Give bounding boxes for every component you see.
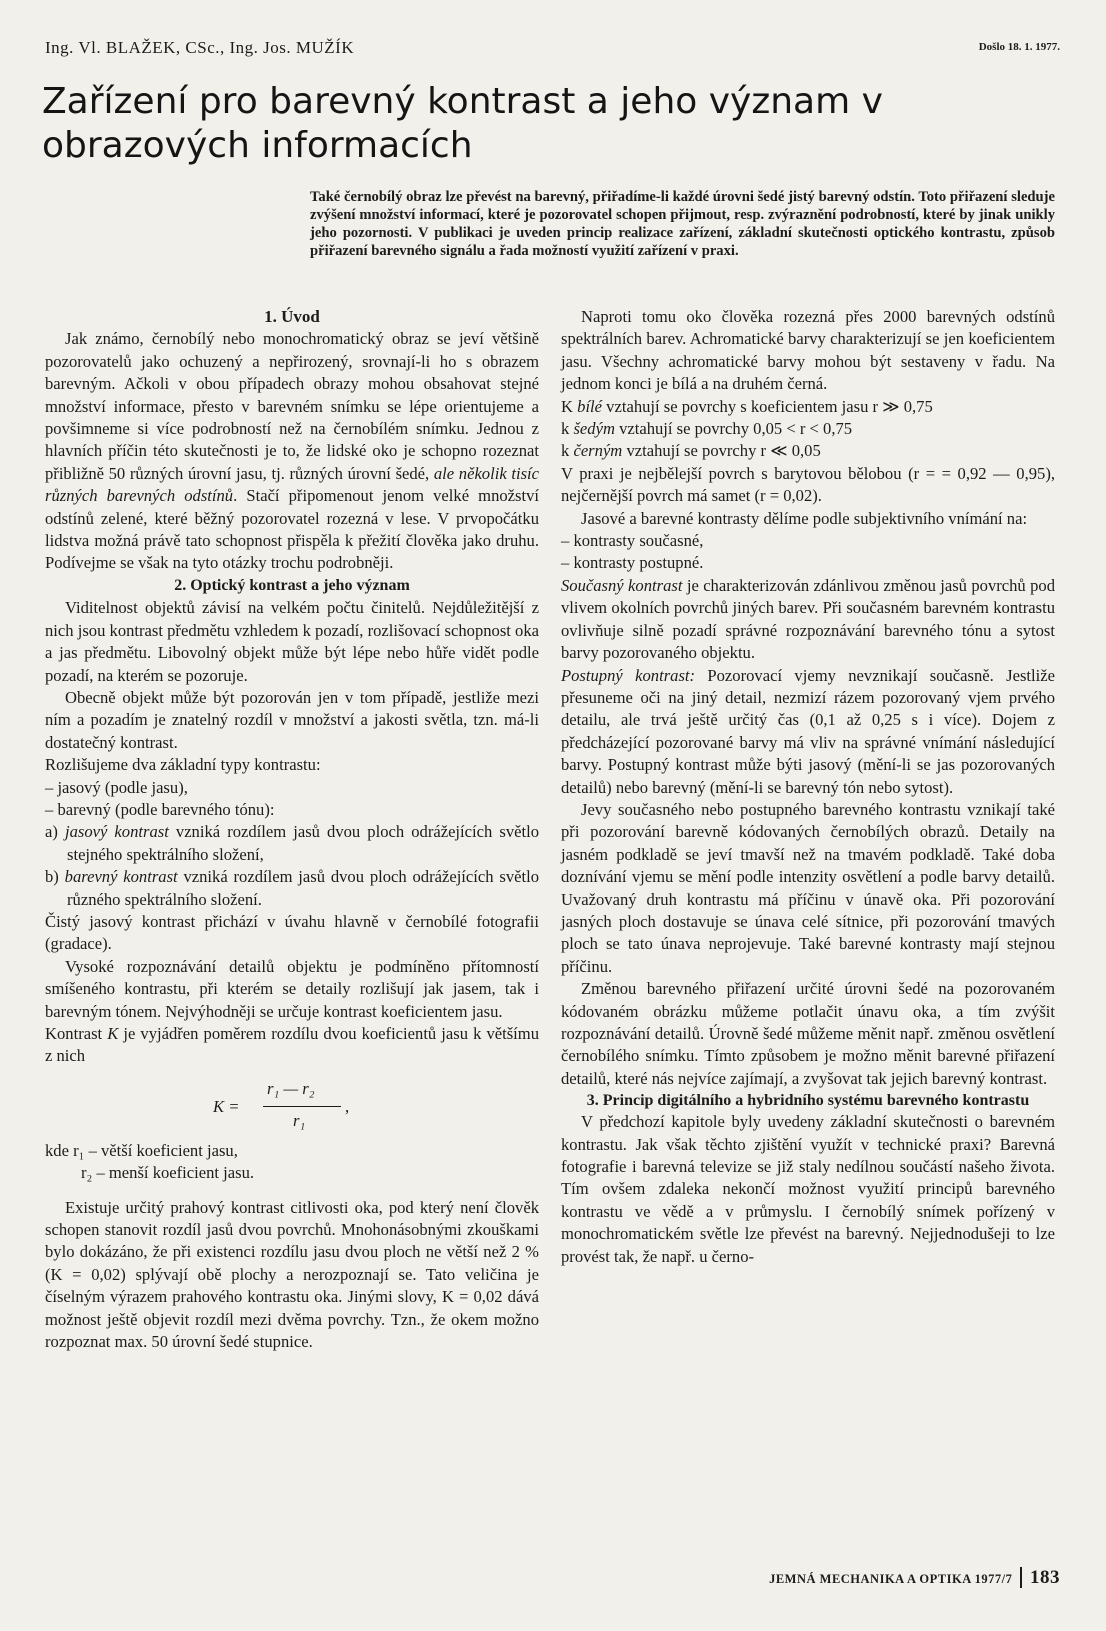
list-item: – barevný (podle barevného tónu): <box>45 799 275 819</box>
paragraph: Existuje určitý prahový kontrast citlivosti oka, pod který není člověk schopen stanovit rozdíl jasů dvou povrchů. Mnohonásobnými zkouškami bylo dokázáno, že při existenci rozdílu jasu dvou ploch ne větší než 2 % (K = 0,02) splývají obě plochy a nerozpoznají se. Tato veličina je číselným výrazem prahového kontrastu oka. Jinými slovy, K = 0,02 dává možnost ještě objevit rozdíl mezi dvěma povrchy. Tzn., že okem možno rozpoznat max. 50 úrovní šedé stupnice. <box>45 1197 539 1352</box>
formula-numerator: r₁ — r₂ <box>267 1078 315 1098</box>
journal-name: JEMNÁ MECHANIKA A OPTIKA 1977/7 <box>769 1572 1013 1586</box>
section-heading-optical-contrast: 2. Optický kontrast a jeho význam <box>174 576 410 594</box>
paragraph: K bílé vztahují se povrchy s koeficientem jasu r ≫ 0,75 <box>561 396 933 416</box>
paragraph: V předchozí kapitole byly uvedeny základní skutečnosti o barevném kontrastu. Jak však těchto zjištění využít v technické praxi? Barevná fotografie i barevná televize se již staly nedílnou součástí našeho života. Tím ovšem zdaleka nekončí možnost využití principů barevného kontrastu ve vědě a v průmyslu. I černobílý snímek pořízený v monochromatickém světle lze převést na barevný. Nejjednodušeji to lze provést tak, že např. u černo- <box>561 1112 1055 1266</box>
abstract: Také černobílý obraz lze převést na barevný, přiřadíme-li každé úrovni šedé jistý barevný odstín. Toto přiřazení sleduje zvýšení množství informací, které je pozorovatel schopen přijmout, resp. zvýraznění podrobností, které by jinak unikly jeho pozornosti. V publikaci je uveden princip realizace zařízení, základní skutečnosti optického kontrastu, způsob přiřazení barevného signálu a řada možností využití zařízení v praxi. <box>310 189 1055 259</box>
paragraph: Naproti tomu oko člověka rozezná přes 2000 barevných odstínů spektrálních barev. Achromatické barvy charakterizují se jen koeficientem jasu. Všechny achromatické barvy mohou být sestaveny v řadu. Na jednom konci je bílá a na druhém černá. <box>561 307 1055 394</box>
section-heading-intro: 1. Úvod <box>264 307 320 326</box>
paragraph: V praxi je nejbělejší povrch s barytovou bělobou (r = = 0,92 — 0,95), nejčernější povrch má samet (r = 0,02). <box>561 463 1055 506</box>
paragraph: Jasové a barevné kontrasty dělíme podle subjektivního vnímání na: <box>581 508 1028 528</box>
formula-denominator: r₁ <box>293 1110 306 1130</box>
paragraph: Čistý jasový kontrast přichází v úvahu hlavně v černobílé fotografii (gradace). <box>45 911 539 954</box>
paragraph: Vysoké rozpoznávání detailů objektu je podmíněno přítomností smíšeného kontrastu, při kterém se detaily rozlišují jak jasem, tak i barevným tónem. Nejvýhodněji se určuje kontrast koeficientem jasu. <box>45 956 539 1021</box>
paragraph: Obecně objekt může být pozorován jen v tom případě, jestliže mezi ním a pozadím je znatelný rozdíl v množství a jakosti světla, tzn. má-li dostatečný kontrast. <box>45 687 539 752</box>
list-item: – jasový (podle jasu), <box>45 777 188 797</box>
page-number: 183 <box>1020 1567 1060 1588</box>
formula-legend: r₂ – menší koeficient jasu. <box>81 1163 255 1183</box>
paragraph: k černým vztahují se povrchy r ≪ 0,05 <box>561 441 821 461</box>
authors: Ing. Vl. BLAŽEK, CSc., Ing. Jos. MUŽÍK <box>45 38 355 57</box>
fraction-bar <box>263 1106 341 1108</box>
article-title: Zařízení pro barevný kontrast a jeho význam v obrazových informacích <box>42 81 883 166</box>
list-item: a) jasový kontrast vzniká rozdílem jasů dvou ploch odrážejících světlo stejného spektrálního složení, <box>45 822 539 864</box>
list-item: b) barevný kontrast vzniká rozdílem jasů dvou ploch odrážejících světlo různého spektrálního složení. <box>45 867 539 909</box>
paragraph: Postupný kontrast: Pozorovací vjemy nevznikají současně. Jestliže přesuneme oči na jiný detail, nezmizí rázem pozorovaný vjem prvého detailu, ale trvá ještě určitý čas (0,1 až 0,25 s i více). Dojem z předcházející pozorované barvy má vliv na správné vnímání následující barvy. Postupný kontrast může býti jasový (mění-li se jas pozorovaných detailů) nebo barevný (mění-li se barevný tón nebo sytost). <box>561 665 1055 797</box>
formula-lhs: K = <box>213 1096 240 1116</box>
paragraph: Změnou barevného přiřazení určité úrovni šedé na pozorovaném kódovaném obrázku můžeme potlačit únavu oka, a tím zvýšit rozpoznávání detailů. Úrovně šedé můžeme měnit např. změnou osvětlení černobílého snímku. Tímto způsobem je možno měnit barevné přiřazení detailů, které nás nejvíce zajímají, a zvyšovat tak jejich barevný kontrast. <box>561 979 1055 1088</box>
list-item: – kontrasty postupné. <box>561 553 704 573</box>
paragraph: Rozlišujeme dva základní typy kontrastu: <box>45 755 321 775</box>
left-column <box>45 306 539 1353</box>
paragraph: Současný kontrast je charakterizován zdánlivou změnou jasů povrchů pod vlivem okolních povrchů jiných barev. Při současném barevném kontrastu ovlivňuje silně pozadí správné rozpoznávání barevného tónu a sytost barvy pozorovaného objektu. <box>561 575 1056 663</box>
list-item: – kontrasty současné, <box>561 531 704 551</box>
intro-paragraph: Jak známo, černobílý nebo monochromatický obraz se jeví většině pozorovatelů jako ochuzený a nepřirozený, srovnají-li ho s obrazem barevným. Ačkoli v obou případech obrazy mohou obsahovat stejné množství informace, přesto v barevném snímku se lépe orientujeme a povšimneme si více podrobností než na černobílém snímku. Jednou z hlavních příčin této skutečnosti je to, že lidské oko je schopno rozeznat přibližně 50 různých úrovní jasu, tj. různých úrovní šedé, ale několik tisíc různých barevných odstínů. Stačí připomenout jenom velké množství odstínů zelené, které běžný pozorovatel rozezná v lese. V prvopočátku lidstva možná právě tato schopnost přispěla k přežití člověka jako druhu. Podívejme se však na tyto otázky trochu podrobněji. <box>45 329 539 573</box>
section-heading-principle: 3. Princip digitálního a hybridního systému barevného kontrastu <box>586 1092 1030 1110</box>
formula-comma: , <box>345 1096 350 1116</box>
paragraph: Kontrast K je vyjádřen poměrem rozdílu dvou koeficientů jasu k většímu z nich <box>45 1024 539 1066</box>
paragraph: Viditelnost objektů závisí na velkém počtu činitelů. Nejdůležitější z nich jsou kontrast předmětu vzhledem k pozadí, rozlišovací schopnost oka a jas předmětu. Libovolný objekt může být lépe nebo hůře vidět podle pozadí, na kterém se pozoruje. <box>45 598 540 685</box>
page-footer <box>769 1567 1060 1589</box>
paragraph: k šedým vztahují se povrchy 0,05 < r < 0,75 <box>561 419 853 439</box>
contrast-formula <box>45 1076 539 1140</box>
right-column <box>561 306 1055 1268</box>
received-date: Došlo 18. 1. 1977. <box>978 41 1060 53</box>
formula-legend: kde r₁ – větší koeficient jasu, <box>45 1140 238 1160</box>
paragraph: Jevy současného nebo postupného barevného kontrastu vznikají také při pozorování barevně kódovaných černobílých obrazů. Detaily na jasném podkladě se jeví tmavší než na tmavém podkladě. Také doba doznívání vjemu se mění podle intenzity osvětlení a podle barvy detailů. Uvažovaný druh kontrastu má příčinu v únavě oka. Při pozorování jasných ploch dostavuje se únava celé sítnice, při pozorování tmavých ploch se tato únava neprojevuje. Také barevné kontrasty mají stejnou příčinu. <box>561 799 1055 976</box>
